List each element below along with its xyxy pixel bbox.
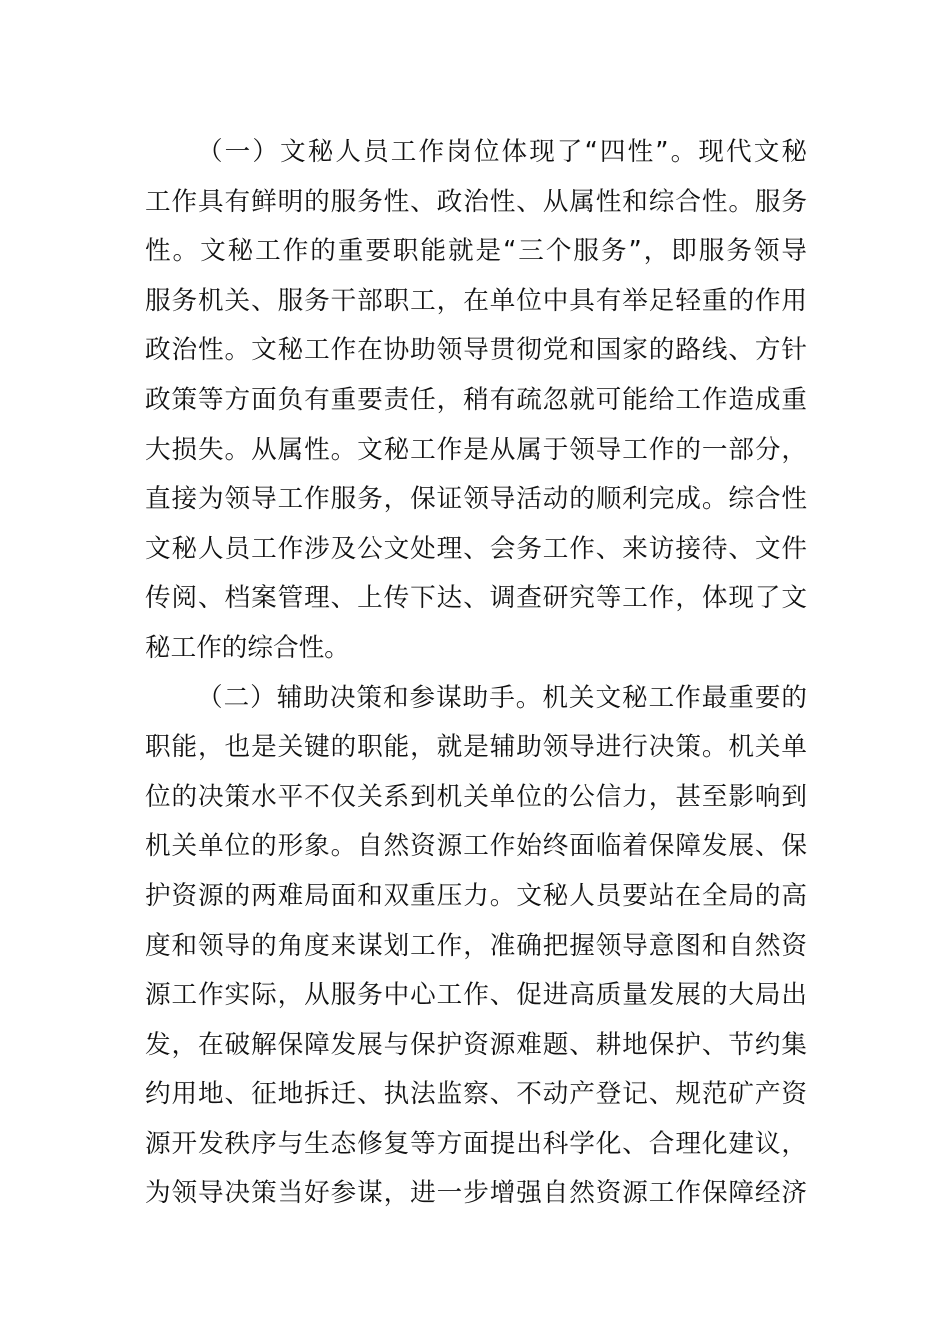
paragraph-2-line-7: 源工作实际，从服务中心工作、促进高质量发展的大局出 (145, 980, 807, 1011)
paragraph-1-line-2: 工作具有鲜明的服务性、政治性、从属性和综合性。服务 (145, 186, 807, 217)
document-body (145, 128, 807, 1219)
paragraph-2-line-10: 源开发秩序与生态修复等方面提出科学化、合理化建议， (145, 1128, 807, 1159)
paragraph-1-line-4: 服务机关、服务干部职工，在单位中具有举足轻重的作用 (145, 285, 807, 316)
paragraph-2-line-9: 约用地、征地拆迁、执法监察、不动产登记、规范矿产资 (145, 1079, 807, 1110)
paragraph-2-line-8: 发，在破解保障发展与保护资源难题、耕地保护、节约集 (145, 1029, 807, 1060)
paragraph-1-line-3: 性。文秘工作的重要职能就是“三个服务”，即服务领导 (145, 236, 807, 267)
paragraph-1-line-7: 大损失。从属性。文秘工作是从属于领导工作的一部分， (145, 434, 807, 465)
paragraph-1-line-1: （一）文秘人员工作岗位体现了“四性”。现代文秘 (197, 137, 807, 167)
paragraph-2-line-11: 为领导决策当好参谋，进一步增强自然资源工作保障经济 (145, 1178, 807, 1209)
paragraph-2-line-2: 职能，也是关键的职能，就是辅助领导进行决策。机关单 (145, 732, 807, 763)
paragraph-1-line-9: 文秘人员工作涉及公文处理、会务工作、来访接待、文件 (145, 533, 807, 564)
paragraph-1-line-10: 传阅、档案管理、上传下达、调查研究等工作，体现了文 (145, 583, 807, 614)
paragraph-2-line-5: 护资源的两难局面和双重压力。文秘人员要站在全局的高 (145, 880, 807, 911)
paragraph-1-line-6: 政策等方面负有重要责任，稍有疏忽就可能给工作造成重 (145, 384, 807, 415)
paragraph-2-line-1: （二）辅助决策和参谋助手。机关文秘工作最重要的 (197, 682, 807, 713)
paragraph-2-line-4: 机关单位的形象。自然资源工作始终面临着保障发展、保 (145, 831, 807, 862)
paragraph-1-line-5: 政治性。文秘工作在协助领导贯彻党和国家的路线、方针 (145, 335, 807, 366)
paragraph-2-line-6: 度和领导的角度来谋划工作，准确把握领导意图和自然资 (145, 930, 807, 961)
paragraph-1-line-8: 直接为领导工作服务，保证领导活动的顺利完成。综合性 (145, 484, 807, 515)
paragraph-1-line-11: 秘工作的综合性。 (145, 632, 350, 663)
paragraph-2-line-3: 位的决策水平不仅关系到机关单位的公信力，甚至影响到 (145, 781, 807, 812)
